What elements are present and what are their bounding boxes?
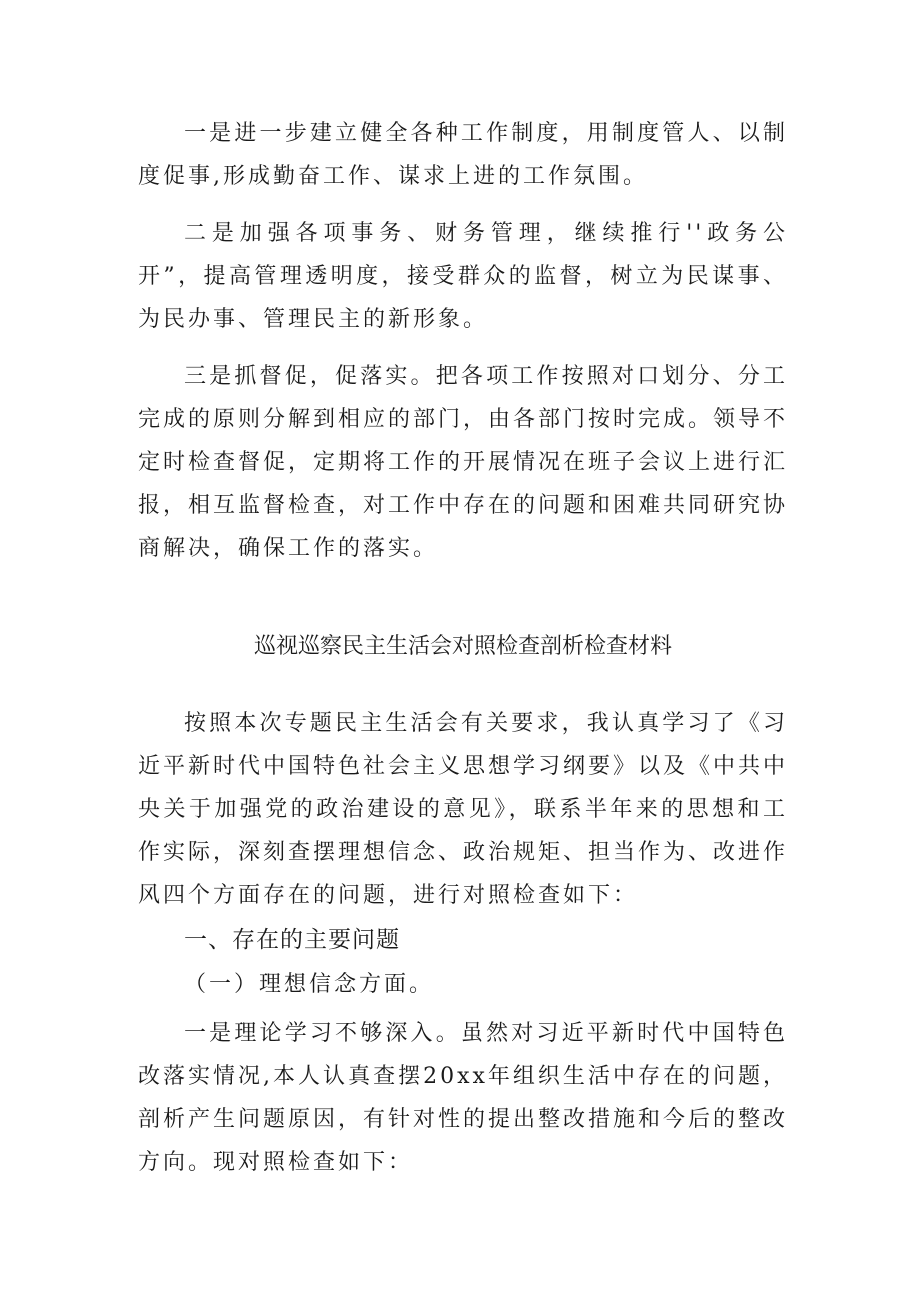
subheading-ideals: （一）理想信念方面。 bbox=[184, 972, 435, 997]
paragraph-point-three: 三是抓督促，促落实。把各项工作按照对口划分、分工完成的原则分解到相应的部门，由各部门按时完成。领导不定时检查督促，定期将工作的开展情况在班子会议上进行汇报，相互监督检查，对工作中存在的问题和困难共同研究协商解决，确保工作的落实。 bbox=[138, 364, 789, 561]
paragraph-theory-study: 一是理论学习不够深入。虽然对习近平新时代中国特色改落实情况,本人认真查摆20xx年组织生活中存在的问题，剖析产生问题原因，有针对性的提出整改措施和今后的整改方向。现对照检查如下： bbox=[138, 1021, 789, 1175]
intro-paragraph: 按照本次专题民主生活会有关要求，我认真学习了《习近平新时代中国特色社会主义思想学习纲要》以及《中共中央关于加强党的政治建设的意见》，联系半年来的思想和工作实际，深刻查摆理想信念、政治规矩、担当作为、改进作风四个方面存在的问题，进行对照检查如下： bbox=[138, 711, 789, 908]
paragraph-point-two: 二是加强各项事务、财务管理，继续推行''政务公开”，提高管理透明度，接受群众的监督，树立为民谋事、为民办事、管理民主的新形象。 bbox=[138, 221, 788, 332]
paragraph-point-one: 一是进一步建立健全各种工作制度，用制度管人、以制度促事,形成勤奋工作、谋求上进的工作氛围。 bbox=[138, 121, 788, 189]
section-heading-problems: 一、存在的主要问题 bbox=[184, 927, 400, 953]
document-page bbox=[138, 112, 788, 1184]
document-title: 巡视巡察民主生活会对照检查剖析检查材料 bbox=[253, 634, 672, 659]
